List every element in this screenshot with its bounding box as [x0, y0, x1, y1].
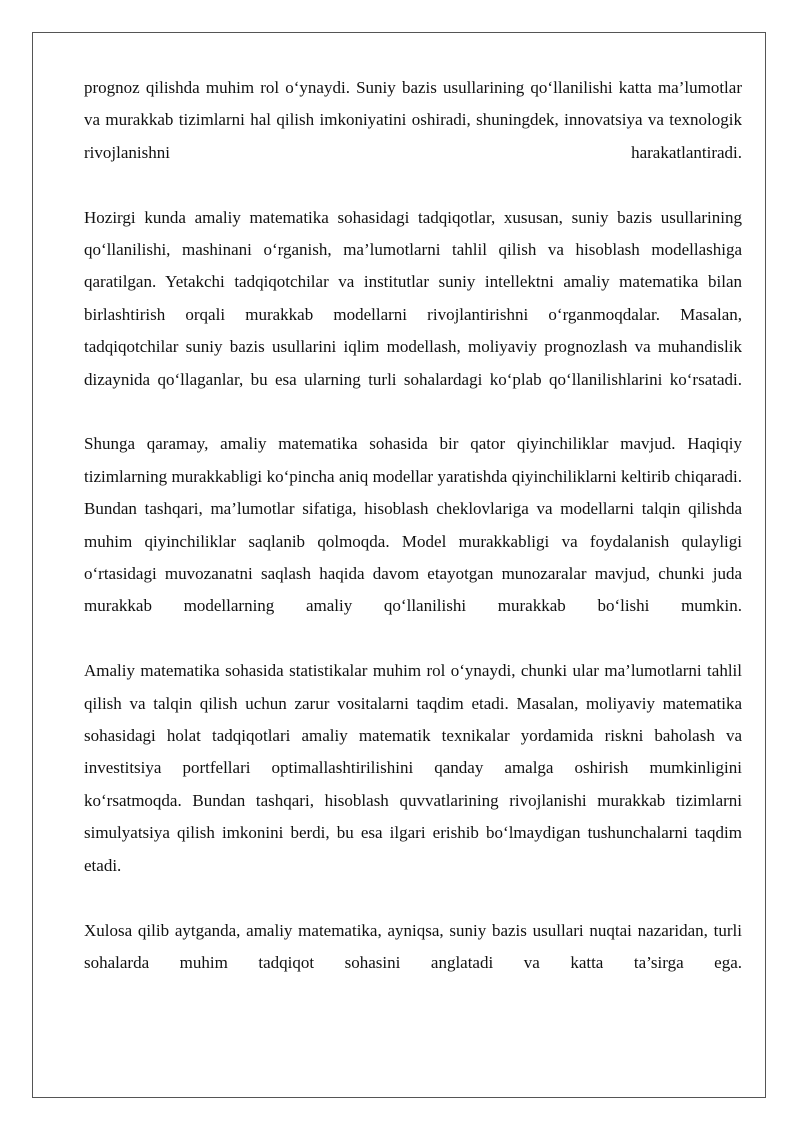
- document-body: [84, 72, 742, 979]
- paragraph-4: Amaliy matematika sohasida statistikalar muhim rol o‘ynaydi, chunki ular ma’lumotlarni tahlil qilish va talqin qilish uchun zarur vositalarni taqdim etadi. Masalan, moliyaviy matematika sohasidagi holat tadqiqotlari amaliy matematik texnikalar yordamida riskni baholash va investitsiya portfellari optimallashtirilishini qanday amalga oshirish mumkinligini ko‘rsatmoqda. Bundan tashqari, hisoblash quvvatlarining rivojlanishi murakkab tizimlarni simulyatsiya qilish imkonini berdi, bu esa ilgari erishib bo‘lmaydigan tushunchalarni taqdim etadi.: [84, 661, 742, 875]
- paragraph-2: Hozirgi kunda amaliy matematika sohasidagi tadqiqotlar, xususan, suniy bazis usullarining qo‘llanilishi, mashinani o‘rganish, ma’lumotlarni tahlil qilish va hisoblash modellashiga qaratilgan. Yetakchi tadqiqotchilar va institutlar suniy intellektni amaliy matematika bilan birlashtirish orqali murakkab modellarni rivojlantirishni o‘rganmoqdalar. Masalan, tadqiqotchilar suniy bazis usullarini iqlim modellash, moliyaviy prognozlash va muhandislik dizaynida qo‘llaganlar, bu esa ularning turli sohalardagi ko‘plab qo‘llanilishlarini ko‘rsatadi.: [84, 207, 742, 389]
- paragraph-1: prognoz qilishda muhim rol o‘ynaydi. Suniy bazis usullarining qo‘llanilishi katta ma’lumotlar va murakkab tizimlarni hal qilish imkoniyatini oshiradi, shuningdek, innovatsiya va texnologik rivojlanishni harakatlantiradi.: [84, 78, 742, 162]
- paragraph-3: Shunga qaramay, amaliy matematika sohasida bir qator qiyinchiliklar mavjud. Haqiqiy tizimlarning murakkabligi ko‘pincha aniq modellar yaratishda qiyinchiliklarni keltirib chiqaradi. Bundan tashqari, ma’lumotlar sifatiga, hisoblash cheklovlariga va modellarni talqin qilishda muhim qiyinchiliklar saqlanib qolmoqda. Model murakkabligi va foydalanish qulayligi o‘rtasidagi muvozanatni saqlash haqida davom etayotgan munozaralar mavjud, chunki juda murakkab modellarning amaliy qo‘llanilishi murakkab bo‘lishi mumkin.: [84, 434, 742, 616]
- paragraph-5: Xulosa qilib aytganda, amaliy matematika, ayniqsa, suniy bazis usullari nuqtai nazaridan, turli sohalarda muhim tadqiqot sohasini anglatadi va katta ta’sirga ega.: [84, 920, 742, 972]
